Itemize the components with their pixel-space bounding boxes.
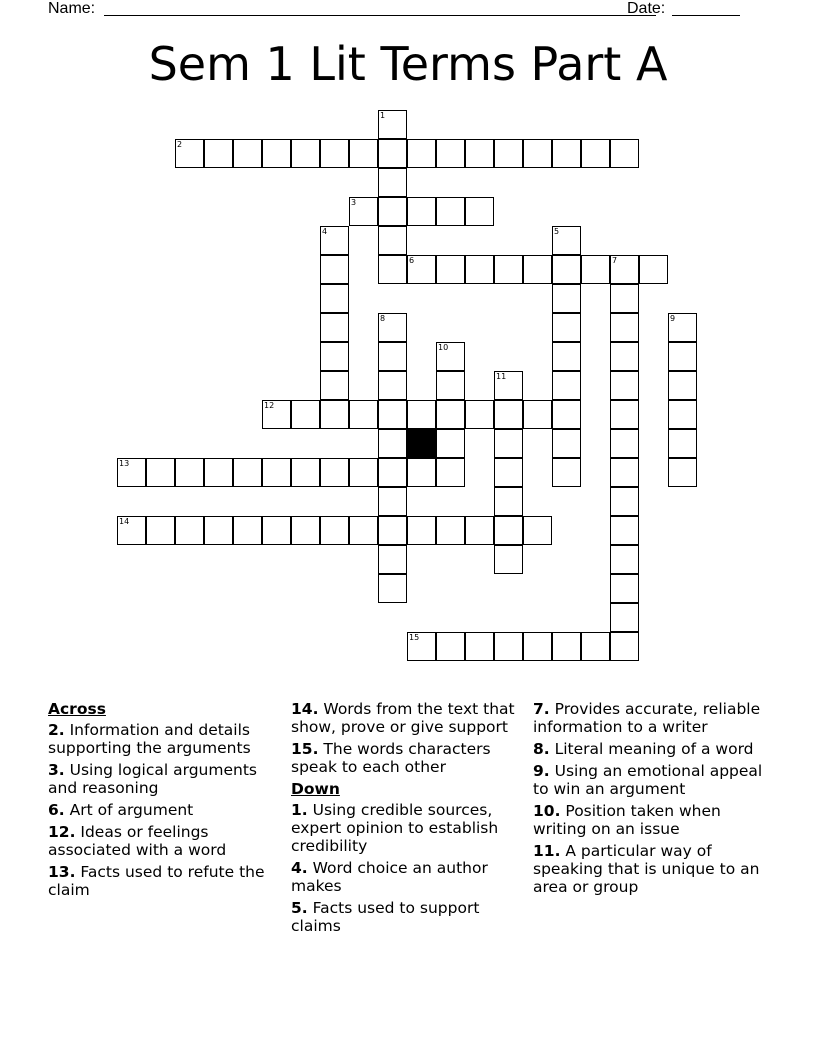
grid-cell[interactable] bbox=[581, 139, 610, 168]
grid-cell[interactable] bbox=[117, 516, 146, 545]
grid-cell[interactable] bbox=[320, 400, 349, 429]
across-heading: Across bbox=[48, 700, 106, 718]
grid-cell[interactable] bbox=[378, 313, 407, 342]
clue-number-label: 14 bbox=[119, 517, 130, 526]
grid-cell[interactable] bbox=[552, 139, 581, 168]
grid-cell[interactable] bbox=[407, 197, 436, 226]
grid-cell[interactable] bbox=[610, 342, 639, 371]
clue-across-3 bbox=[48, 761, 278, 797]
page-title: Sem 1 Lit Terms Part A bbox=[148, 37, 668, 91]
grid-cell[interactable] bbox=[552, 458, 581, 487]
grid-cell[interactable] bbox=[436, 371, 465, 400]
clue-text: Position taken when writing on an issue bbox=[533, 802, 721, 838]
grid-cell[interactable] bbox=[465, 632, 494, 661]
clue-text: Using an emotional appeal to win an argument bbox=[533, 762, 763, 798]
grid-cell[interactable] bbox=[291, 516, 320, 545]
grid-cell[interactable] bbox=[291, 139, 320, 168]
clue-number-label: 1 bbox=[380, 111, 386, 120]
grid-cell[interactable] bbox=[233, 139, 262, 168]
grid-cell[interactable] bbox=[117, 458, 146, 487]
grid-cell[interactable] bbox=[349, 400, 378, 429]
grid-cell[interactable] bbox=[407, 400, 436, 429]
clue-text: Art of argument bbox=[64, 801, 194, 819]
grid-cell[interactable] bbox=[465, 516, 494, 545]
grid-cell[interactable] bbox=[610, 487, 639, 516]
clue-number: 9. bbox=[533, 762, 550, 780]
clue-down-1 bbox=[291, 801, 521, 855]
grid-cell[interactable] bbox=[552, 400, 581, 429]
grid-cell[interactable] bbox=[610, 574, 639, 603]
grid-cell[interactable] bbox=[262, 139, 291, 168]
grid-cell[interactable] bbox=[552, 632, 581, 661]
clue-number-label: 2 bbox=[177, 140, 183, 149]
grid-cell[interactable] bbox=[494, 400, 523, 429]
grid-cell[interactable] bbox=[552, 429, 581, 458]
grid-cell[interactable] bbox=[291, 458, 320, 487]
grid-cell[interactable] bbox=[407, 632, 436, 661]
grid-cell[interactable] bbox=[378, 574, 407, 603]
grid-cell[interactable] bbox=[610, 400, 639, 429]
grid-cell[interactable] bbox=[436, 255, 465, 284]
grid-cell[interactable] bbox=[523, 632, 552, 661]
grid-cell[interactable] bbox=[146, 458, 175, 487]
clue-down-9 bbox=[533, 762, 763, 798]
clue-number: 3. bbox=[48, 761, 65, 779]
grid-cell[interactable] bbox=[668, 371, 697, 400]
grid-cell[interactable] bbox=[349, 516, 378, 545]
clue-number-label: 11 bbox=[496, 372, 507, 381]
grid-cell[interactable] bbox=[436, 197, 465, 226]
grid-cell[interactable] bbox=[436, 632, 465, 661]
grid-cell[interactable] bbox=[378, 255, 407, 284]
grid-cell[interactable] bbox=[320, 226, 349, 255]
grid-cell[interactable] bbox=[204, 458, 233, 487]
grid-cell[interactable] bbox=[668, 429, 697, 458]
clue-down-10 bbox=[533, 802, 763, 838]
grid-cell[interactable] bbox=[378, 400, 407, 429]
name-label: Name: bbox=[48, 0, 96, 17]
grid-cell[interactable] bbox=[610, 371, 639, 400]
grid-cell[interactable] bbox=[552, 226, 581, 255]
grid-cell[interactable] bbox=[610, 516, 639, 545]
grid-cell[interactable] bbox=[494, 545, 523, 574]
grid-cell[interactable] bbox=[407, 458, 436, 487]
grid-cell[interactable] bbox=[610, 255, 639, 284]
grid-cell[interactable] bbox=[610, 632, 639, 661]
clue-number-label: 6 bbox=[409, 256, 415, 265]
clue-number: 1. bbox=[291, 801, 308, 819]
grid-cell[interactable] bbox=[581, 632, 610, 661]
grid-cell[interactable] bbox=[639, 255, 668, 284]
clue-number-label: 10 bbox=[438, 343, 449, 352]
clue-across-12 bbox=[48, 823, 278, 859]
grid-cell[interactable] bbox=[175, 139, 204, 168]
grid-cell[interactable] bbox=[523, 516, 552, 545]
clue-text: Information and details supporting the arguments bbox=[48, 721, 251, 757]
clue-down-11 bbox=[533, 842, 763, 896]
clue-number: 12. bbox=[48, 823, 76, 841]
grid-cell[interactable] bbox=[610, 545, 639, 574]
grid-cell[interactable] bbox=[465, 139, 494, 168]
clue-across-6 bbox=[48, 801, 278, 819]
grid-cell[interactable] bbox=[494, 632, 523, 661]
clue-down-8 bbox=[533, 740, 763, 758]
clue-number-label: 9 bbox=[670, 314, 676, 323]
grid-cell[interactable] bbox=[552, 371, 581, 400]
grid-cell[interactable] bbox=[320, 284, 349, 313]
clue-text: A particular way of speaking that is unique to an area or group bbox=[533, 842, 760, 896]
grid-cell[interactable] bbox=[378, 371, 407, 400]
grid-cell[interactable] bbox=[175, 516, 204, 545]
grid-cell[interactable] bbox=[610, 429, 639, 458]
clue-number-label: 5 bbox=[554, 227, 560, 236]
grid-cell[interactable] bbox=[436, 516, 465, 545]
clue-across-14 bbox=[291, 700, 521, 736]
clue-number-label: 7 bbox=[612, 256, 618, 265]
grid-cell[interactable] bbox=[523, 139, 552, 168]
grid-cell[interactable] bbox=[668, 458, 697, 487]
clue-text: Ideas or feelings associated with a word bbox=[48, 823, 227, 859]
grid-cell[interactable] bbox=[610, 284, 639, 313]
clue-text: Facts used to support claims bbox=[291, 899, 480, 935]
grid-cell[interactable] bbox=[291, 400, 320, 429]
grid-cell[interactable] bbox=[465, 255, 494, 284]
grid-cell[interactable] bbox=[378, 342, 407, 371]
clue-text: Literal meaning of a word bbox=[549, 740, 754, 758]
grid-cell[interactable] bbox=[378, 458, 407, 487]
date-label: Date: bbox=[627, 0, 666, 17]
grid-cell[interactable] bbox=[465, 400, 494, 429]
grid-cell[interactable] bbox=[378, 168, 407, 197]
clue-across-15 bbox=[291, 740, 521, 776]
grid-cell[interactable] bbox=[465, 197, 494, 226]
clue-text: Using credible sources, expert opinion to establish credibility bbox=[291, 801, 499, 855]
down-heading: Down bbox=[291, 780, 340, 798]
grid-cell[interactable] bbox=[320, 516, 349, 545]
clue-number: 7. bbox=[533, 700, 550, 718]
grid-cell[interactable] bbox=[378, 139, 407, 168]
clue-across-13 bbox=[48, 863, 278, 899]
grid-cell[interactable] bbox=[262, 458, 291, 487]
clues-column-1 bbox=[48, 700, 278, 903]
grid-cell[interactable] bbox=[320, 342, 349, 371]
grid-cell[interactable] bbox=[552, 255, 581, 284]
clue-number-label: 13 bbox=[119, 459, 130, 468]
clues-column-2 bbox=[291, 700, 521, 939]
clue-number-label: 12 bbox=[264, 401, 275, 410]
grid-cell[interactable] bbox=[610, 139, 639, 168]
clue-across-2 bbox=[48, 721, 278, 757]
grid-cell[interactable] bbox=[320, 139, 349, 168]
grid-cell[interactable] bbox=[233, 458, 262, 487]
grid-cell[interactable] bbox=[494, 487, 523, 516]
clue-number: 6. bbox=[48, 801, 65, 819]
grid-cell[interactable] bbox=[320, 313, 349, 342]
clue-number: 11. bbox=[533, 842, 561, 860]
clue-number-label: 15 bbox=[409, 633, 420, 642]
clue-number-label: 3 bbox=[351, 198, 357, 207]
grid-cell[interactable] bbox=[668, 313, 697, 342]
grid-cell[interactable] bbox=[494, 458, 523, 487]
clues-column-3 bbox=[533, 700, 763, 900]
clue-number: 4. bbox=[291, 859, 308, 877]
grid-cell[interactable] bbox=[552, 284, 581, 313]
grid-cell[interactable] bbox=[668, 400, 697, 429]
grid-cell[interactable] bbox=[494, 516, 523, 545]
grid-cell[interactable] bbox=[668, 342, 697, 371]
clue-down-4 bbox=[291, 859, 521, 895]
clue-text: Words from the text that show, prove or give support bbox=[291, 700, 515, 736]
grid-cell[interactable] bbox=[610, 603, 639, 632]
clue-down-5 bbox=[291, 899, 521, 935]
grid-cell[interactable] bbox=[233, 516, 262, 545]
grid-cell[interactable] bbox=[204, 139, 233, 168]
grid-cell[interactable] bbox=[378, 487, 407, 516]
clue-number: 2. bbox=[48, 721, 65, 739]
clue-number-label: 8 bbox=[380, 314, 386, 323]
clue-number: 10. bbox=[533, 802, 561, 820]
grid-cell[interactable] bbox=[320, 255, 349, 284]
grid-cell[interactable] bbox=[436, 342, 465, 371]
grid-cell[interactable] bbox=[378, 110, 407, 139]
grid-cell[interactable] bbox=[523, 255, 552, 284]
grid-cell[interactable] bbox=[349, 197, 378, 226]
clue-text: Provides accurate, reliable information to a writer bbox=[533, 700, 761, 736]
grid-cell[interactable] bbox=[262, 400, 291, 429]
grid-cell[interactable] bbox=[378, 516, 407, 545]
clue-number: 13. bbox=[48, 863, 76, 881]
grid-cell[interactable] bbox=[552, 313, 581, 342]
grid-cell[interactable] bbox=[581, 255, 610, 284]
grid-cell[interactable] bbox=[407, 139, 436, 168]
grid-cell[interactable] bbox=[378, 545, 407, 574]
clue-number: 8. bbox=[533, 740, 550, 758]
clue-number: 15. bbox=[291, 740, 319, 758]
grid-cell[interactable] bbox=[436, 458, 465, 487]
grid-cell[interactable] bbox=[610, 313, 639, 342]
clue-down-7 bbox=[533, 700, 763, 736]
clue-text: The words characters speak to each other bbox=[291, 740, 491, 776]
black-square bbox=[407, 429, 436, 458]
grid-cell[interactable] bbox=[436, 429, 465, 458]
grid-cell[interactable] bbox=[262, 516, 291, 545]
grid-cell[interactable] bbox=[494, 139, 523, 168]
clue-text: Word choice an author makes bbox=[291, 859, 488, 895]
grid-cell[interactable] bbox=[436, 400, 465, 429]
clue-number-label: 4 bbox=[322, 227, 328, 236]
grid-cell[interactable] bbox=[552, 342, 581, 371]
grid-cell[interactable] bbox=[523, 400, 552, 429]
grid-cell[interactable] bbox=[320, 371, 349, 400]
grid-cell[interactable] bbox=[494, 371, 523, 400]
grid-cell[interactable] bbox=[320, 458, 349, 487]
grid-cell[interactable] bbox=[610, 458, 639, 487]
grid-cell[interactable] bbox=[407, 255, 436, 284]
grid-cell[interactable] bbox=[494, 429, 523, 458]
clue-number: 14. bbox=[291, 700, 319, 718]
grid-cell[interactable] bbox=[378, 429, 407, 458]
grid-cell[interactable] bbox=[378, 197, 407, 226]
grid-cell[interactable] bbox=[349, 139, 378, 168]
grid-cell[interactable] bbox=[407, 516, 436, 545]
grid-cell[interactable] bbox=[146, 516, 175, 545]
clue-text: Facts used to refute the claim bbox=[48, 863, 265, 899]
grid-cell[interactable] bbox=[436, 139, 465, 168]
grid-cell[interactable] bbox=[349, 458, 378, 487]
clue-number: 5. bbox=[291, 899, 308, 917]
grid-cell[interactable] bbox=[378, 226, 407, 255]
clue-text: Using logical arguments and reasoning bbox=[48, 761, 257, 797]
grid-cell[interactable] bbox=[175, 458, 204, 487]
grid-cell[interactable] bbox=[204, 516, 233, 545]
grid-cell[interactable] bbox=[494, 255, 523, 284]
